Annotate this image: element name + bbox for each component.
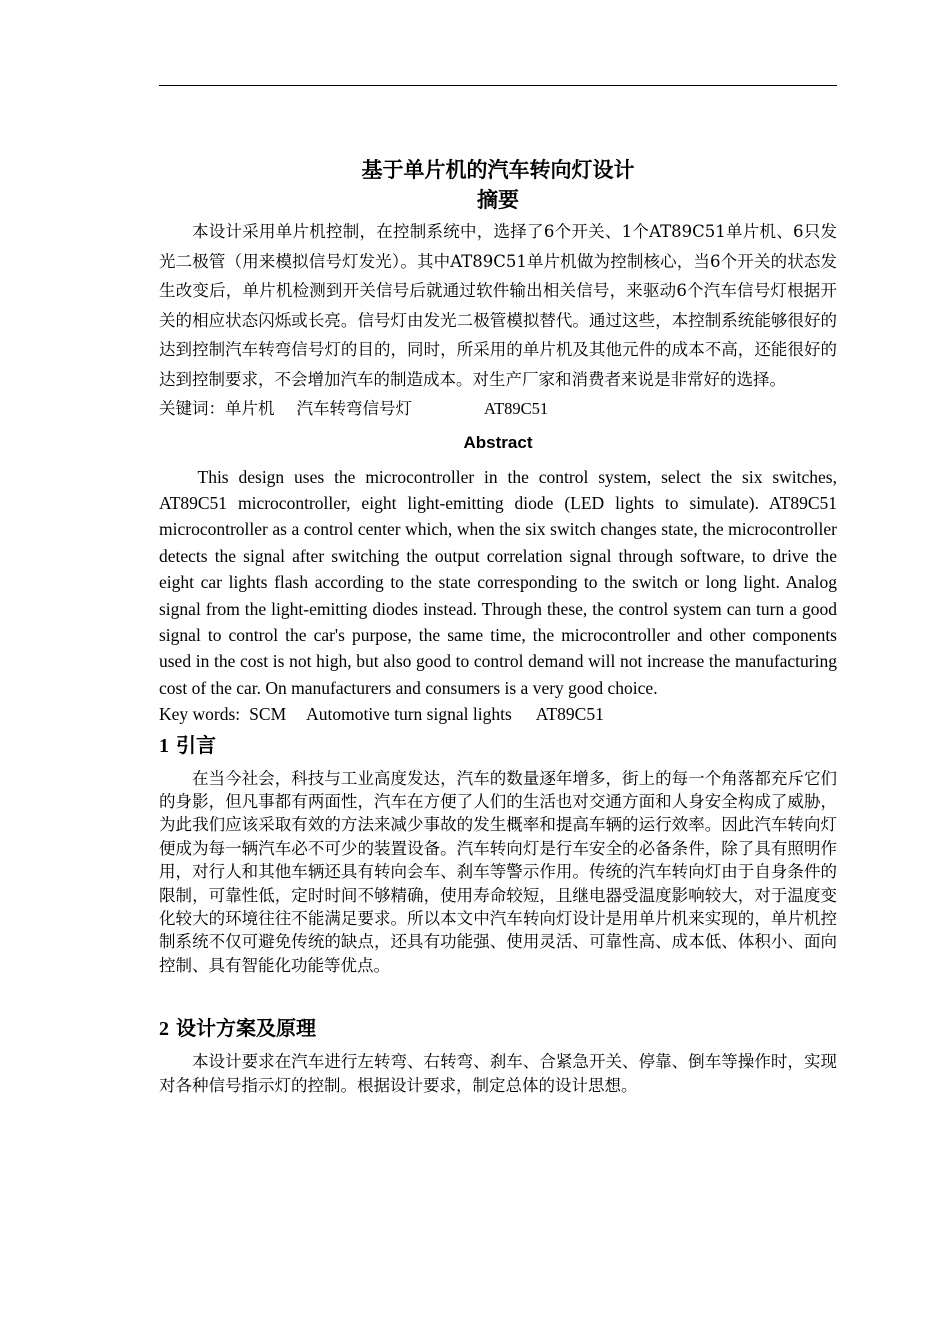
keyword-en-item: SCM [249,704,287,725]
section-number: 1 [159,734,169,757]
section-title: 设计方案及原理 [175,1016,316,1041]
keywords-cn [159,394,837,424]
section-body: 在当今社会，科技与工业高度发达，汽车的数量逐年增多，街上的每一个角落都充斥它们的身影，但凡事都有两面性，汽车在方便了人们的生活也对交通方面和人身安全构成了威胁，为此我们应该采取有效的方法来减少事故的发生概率和提高车辆的运行效率。因此汽车转向灯便成为每一辆汽车必不可少的装置设备。汽车转向灯是行车安全的必备条件，除了具有照明作用，对行人和其他车辆还具有转向会车、刹车等警示作用。传统的汽车转向灯由于自身条件的限制，可靠性低，定时时间不够精确，使用寿命较短，且继电器受温度影响较大，对于温度变化较大的环境往往不能满足要求。所以本文中汽车转向灯设计是用单片机来实现的，单片机控制系统不仅可避免传统的缺点，还具有功能强、使用灵活、可靠性高、成本低、体积小、面向控制、具有智能化功能等优点。 [159,768,837,975]
keyword-en-item: AT89C51 [535,704,604,725]
keyword-en-item: Automotive turn signal lights [306,704,512,725]
header-rule [159,85,837,86]
abstract-en-heading: Abstract [463,432,533,452]
document-body [159,155,837,1097]
section-body: 本设计要求在汽车进行左转弯、右转弯、刹车、合紧急开关、停靠、倒车等操作时，实现对各种信号指示灯的控制。根据设计要求，制定总体的设计思想。 [159,1052,837,1095]
keyword-cn-item: 汽车转弯信号灯 [296,399,412,418]
section-heading [159,1011,837,1046]
keywords-en [159,701,837,727]
keyword-cn-item: 单片机 [225,399,275,418]
keywords-cn-label: 关键词： [159,399,225,418]
section-number: 2 [159,1018,169,1041]
section-title: 引言 [175,732,216,757]
abstract-en-body: This design uses the microcontroller in the control system, select the six switches, AT89C51 microcontroller, eight light-emitting diode (LED lights to simulate). AT89C51 microcontroller as a control center which, when the six switch changes state, the microcontroller detects the signal after switching the output correlation signal through software, to drive the eight car lights flash according to the state corresponding to the switch or long light. Analog signal from the light-emitting diodes instead. Through these, the control system can turn a good signal to control the car's purpose, the same time, the microcontroller and other components used in the cost is not high, but also good to control demand will not increase the manufacturing cost of the car. On manufacturers and consumers is a very good choice. [159,466,837,698]
abstract-cn-heading: 摘要 [477,187,519,212]
section-heading [159,728,837,763]
page-title: 基于单片机的汽车转向灯设计 [361,157,635,182]
keywords-en-label: Key words: [159,704,241,725]
abstract-cn-body: 本设计采用单片机控制，在控制系统中，选择了6个开关、1个AT89C51单片机、6只发光二极管（用来模拟信号灯发光）。其中AT89C51单片机做为控制核心，当6个开关的状态发生改变后，单片机检测到开关信号后就通过软件输出相关信号，来驱动6个汽车信号灯根据开关的相应状态闪烁或长亮。信号灯由发光二极管模拟替代。通过这些，本控制系统能够很好的达到控制汽车转弯信号灯的目的，同时，所采用的单片机及其他元件的成本不高，还能很好的达到控制要求，不会增加汽车的制造成本。对生产厂家和消费者来说是非常好的选择。 [159,222,837,389]
keyword-cn-item: AT89C51 [484,399,549,418]
